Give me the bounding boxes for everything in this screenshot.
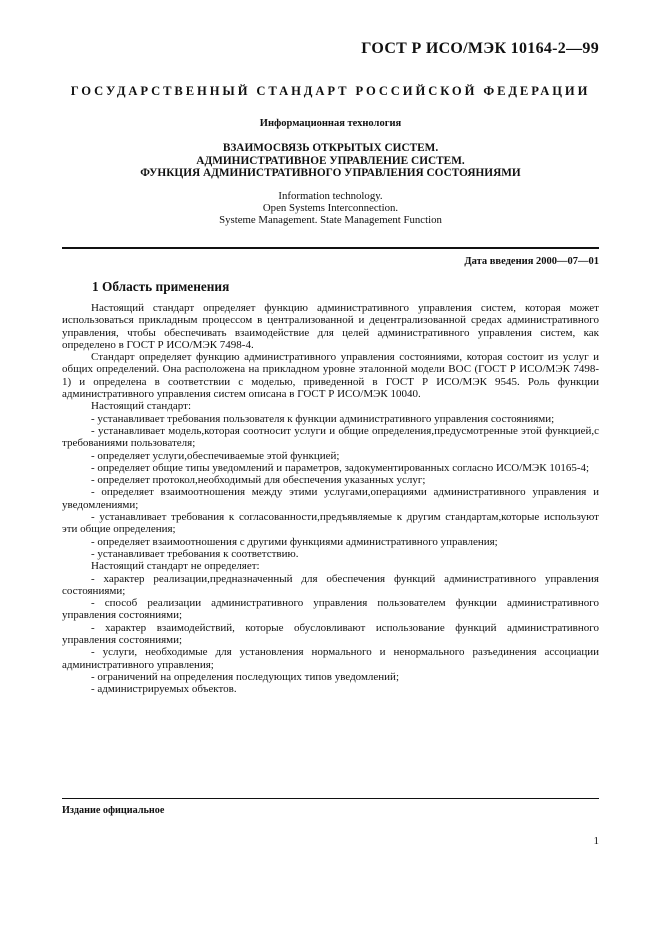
list-item: - администрируемых объектов. (91, 683, 237, 696)
list-item: - определяет взаимоотношения с другими функциями административного управления; (91, 535, 498, 548)
list-item: - определяет протокол,необходимый для обеспечения указанных услуг; (91, 474, 426, 487)
english-title-line: Information technology. (278, 190, 383, 202)
russian-title (62, 142, 599, 180)
list-item: - устанавливает требования к соответствию. (91, 547, 299, 560)
english-title-line: Open Systems Interconnection. (262, 202, 399, 214)
russian-title-line: АДМИНИСТРАТИВНОЕ УПРАВЛЕНИЕ СИСТЕМ. (196, 154, 465, 167)
subject-heading: Информационная технология (259, 118, 402, 129)
paragraph: Настоящий стандарт определяет функцию административного управления систем, которая может использоваться прикладным процессом в централизованной и децентрализованной средах административного управления, чтобы обеспечивать взаимодействие для целей административного управления систем, как определено в ГОСТ Р ИСО/МЭК 7498-4. (62, 302, 599, 351)
list-item: - характер реализации,предназначенный для обеспечения функций административного управления состояниями; (62, 572, 599, 597)
paragraph: Стандарт определяет функцию административного управления состояниями, которая состоит из услуг и общих определений. Она расположена на прикладном уровне эталонной модели ВОС (ГОСТ Р ИСО/МЭК 7498-1) и определена в соответствии с моделью, приведенной в ГОСТ Р ИСО/МЭК 9545. Роль функции административного управления систем описана в ГОСТ Р ИСО/МЭК 10040. (62, 351, 599, 401)
paragraph: Настоящий стандарт: (91, 400, 192, 413)
official-edition-label: Издание официальное (62, 805, 165, 816)
paragraph: Настоящий стандарт не определяет: (91, 560, 260, 573)
list-item: - устанавливает требования пользователя к функции административного управления состояниями; (91, 412, 555, 425)
state-standard-banner: ГОСУДАРСТВЕННЫЙ СТАНДАРТ РОССИЙСКОЙ ФЕДЕРАЦИИ (70, 84, 591, 98)
russian-title-line: ВЗАИМОСВЯЗЬ ОТКРЫТЫХ СИСТЕМ. (222, 142, 439, 154)
section-body (62, 302, 599, 696)
section-heading: 1 Область применения (92, 279, 230, 294)
header-divider (62, 247, 599, 249)
list-item: - определяет взаимоотношения между этими услугами,операциями административного управления и уведомлениями; (62, 486, 599, 511)
list-item: - способ реализации административного управления пользователем функции административного управления состояниями; (62, 597, 599, 622)
footer-divider (62, 798, 599, 799)
list-item: - услуги, необходимые для установления нормального и ненормального разъединения ассоциации административного управления; (62, 646, 599, 671)
list-item: - ограничений на определения последующих типов уведомлений; (91, 670, 399, 683)
page-number: 1 (593, 835, 599, 847)
standard-code: ГОСТ Р ИСО/МЭК 10164-2—99 (361, 40, 599, 57)
list-item: - определяет услуги,обеспечиваемые этой функцией; (91, 449, 340, 462)
english-title-line: Systeme Management. State Management Function (219, 214, 442, 226)
list-item: - устанавливает требования к согласованности,предъявляемые к другим стандартам,которые используют эти общие определения; (62, 511, 599, 536)
introduction-date: Дата введения 2000—07—01 (464, 256, 599, 267)
list-item: - характер взаимодействий, которые обусловливают использование функций административного управления состояниями; (62, 621, 599, 647)
russian-title-line: ФУНКЦИЯ АДМИНИСТРАТИВНОГО УПРАВЛЕНИЯ СОСТОЯНИЯМИ (140, 167, 521, 179)
list-item: - определяет общие типы уведомлений и параметров, задокументированных согласно ИСО/МЭК 10165-4; (91, 461, 590, 474)
list-item: - устанавливает модель,которая соотносит услуги и общие определения,предусмотренные этой функцией,с требованиями пользователя; (62, 424, 599, 450)
english-title (62, 190, 599, 226)
